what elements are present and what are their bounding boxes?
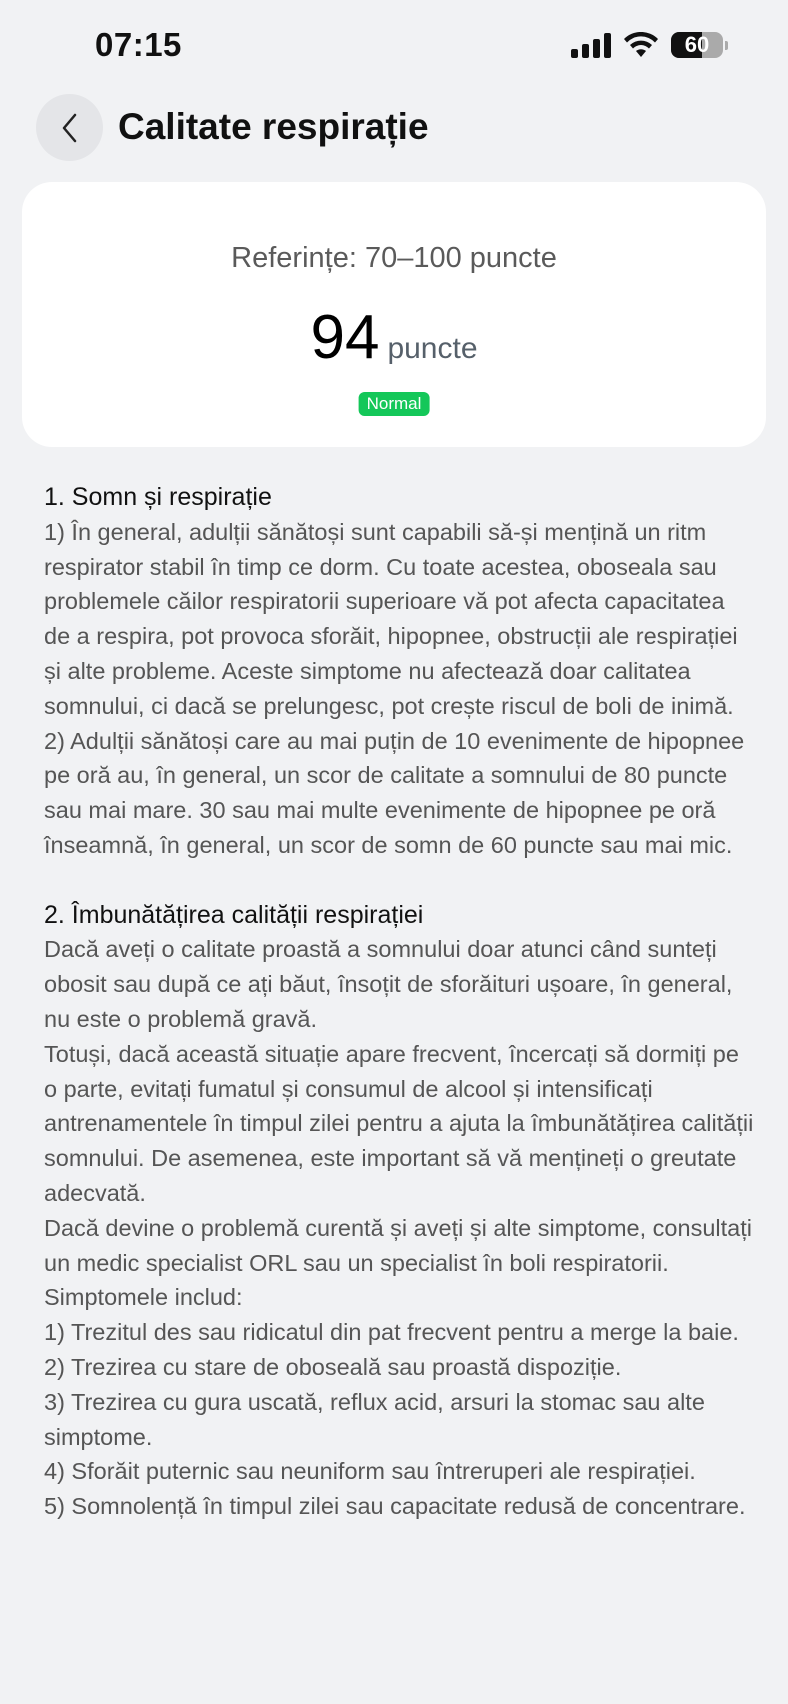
reference-range: Referințe: 70–100 puncte <box>231 242 557 274</box>
score-row <box>22 302 766 373</box>
symptom-item: 2) Trezirea cu stare de oboseală sau proastă dispoziție. <box>44 1353 622 1380</box>
symptom-item: 4) Sforăit puternic sau neuniform sau întreruperi ale respirației. <box>44 1458 696 1485</box>
paragraph: 1) În general, adulții sănătoși sunt capabili să-și mențină un ritm respirator stabil în timp ce dorm. Cu toate acestea, oboseala sau problemele căilor respiratorii superioare vă pot afecta capacitatea de a respira, pot provoca sforăit, hipopnee, obstrucții ale respirației și alte probleme. Aceste simptome nu afectează doar calitatea somnului, ci dacă se prelungesc, pot crește riscul de boli de inimă. <box>44 518 738 719</box>
paragraph: Dacă aveți o calitate proastă a somnului doar atunci când sunteți obosit sau după ce ați băut, însoțit de sforăituri ușoare, în general, nu este o problemă gravă. <box>44 936 733 1032</box>
paragraph: Totuși, dacă această situație apare frecvent, încercați să dormiți pe o parte, evitați fumatul și consumul de alcool și intensificați antrenamentele în timpul zilei pentru a ajuta la îmbunătățirea calității somnului. De asemenea, este important să vă mențineți o greutate adecvată. <box>44 1040 754 1206</box>
chevron-left-icon <box>60 112 80 144</box>
paragraph: Dacă devine o problemă curentă și aveți și alte simptome, consultați un medic specialist ORL sau un specialist în boli respiratorii. Simptomele includ: <box>44 1214 752 1311</box>
status-icons <box>571 32 728 58</box>
score-value: 94 <box>310 303 380 372</box>
battery-level: 60 <box>684 32 710 57</box>
section-title: 2. Îmbunătățirea calității respirației <box>44 900 424 929</box>
symptom-item: 1) Trezitul des sau ridicatul din pat frecvent pentru a merge la baie. <box>44 1319 739 1346</box>
spacer <box>44 863 754 898</box>
symptom-item: 5) Somnolență în timpul zilei sau capacitate redusă de concentrare. <box>44 1493 746 1520</box>
section-title: 1. Somn și respirație <box>44 483 272 511</box>
page-title: Calitate respirație <box>118 106 429 147</box>
status-time: 07:15 <box>95 26 182 63</box>
battery-icon <box>671 32 723 58</box>
header <box>0 94 788 160</box>
score-unit: puncte <box>387 332 478 365</box>
score-card <box>22 182 766 447</box>
signal-icon <box>571 32 611 58</box>
wifi-icon <box>623 32 659 58</box>
battery-cap <box>725 41 728 50</box>
paragraph: 2) Adulții sănătoși care au mai puțin de 10 evenimente de hipopnee pe oră au, în general, un scor de calitate a somnului de 80 puncte sau mai mare. 30 sau mai multe evenimente de hipopnee pe oră înseamnă, în general, un scor de somn de 60 puncte sau mai mic. <box>44 727 745 858</box>
back-button[interactable] <box>36 94 103 161</box>
section-improve-breathing <box>44 898 754 1524</box>
info-content <box>44 480 754 1524</box>
section-sleep-breathing <box>44 480 754 863</box>
status-bar <box>0 0 788 90</box>
status-badge: Normal <box>359 392 430 416</box>
symptom-item: 3) Trezirea cu gura uscată, reflux acid, arsuri la stomac sau alte simptome. <box>44 1388 705 1450</box>
